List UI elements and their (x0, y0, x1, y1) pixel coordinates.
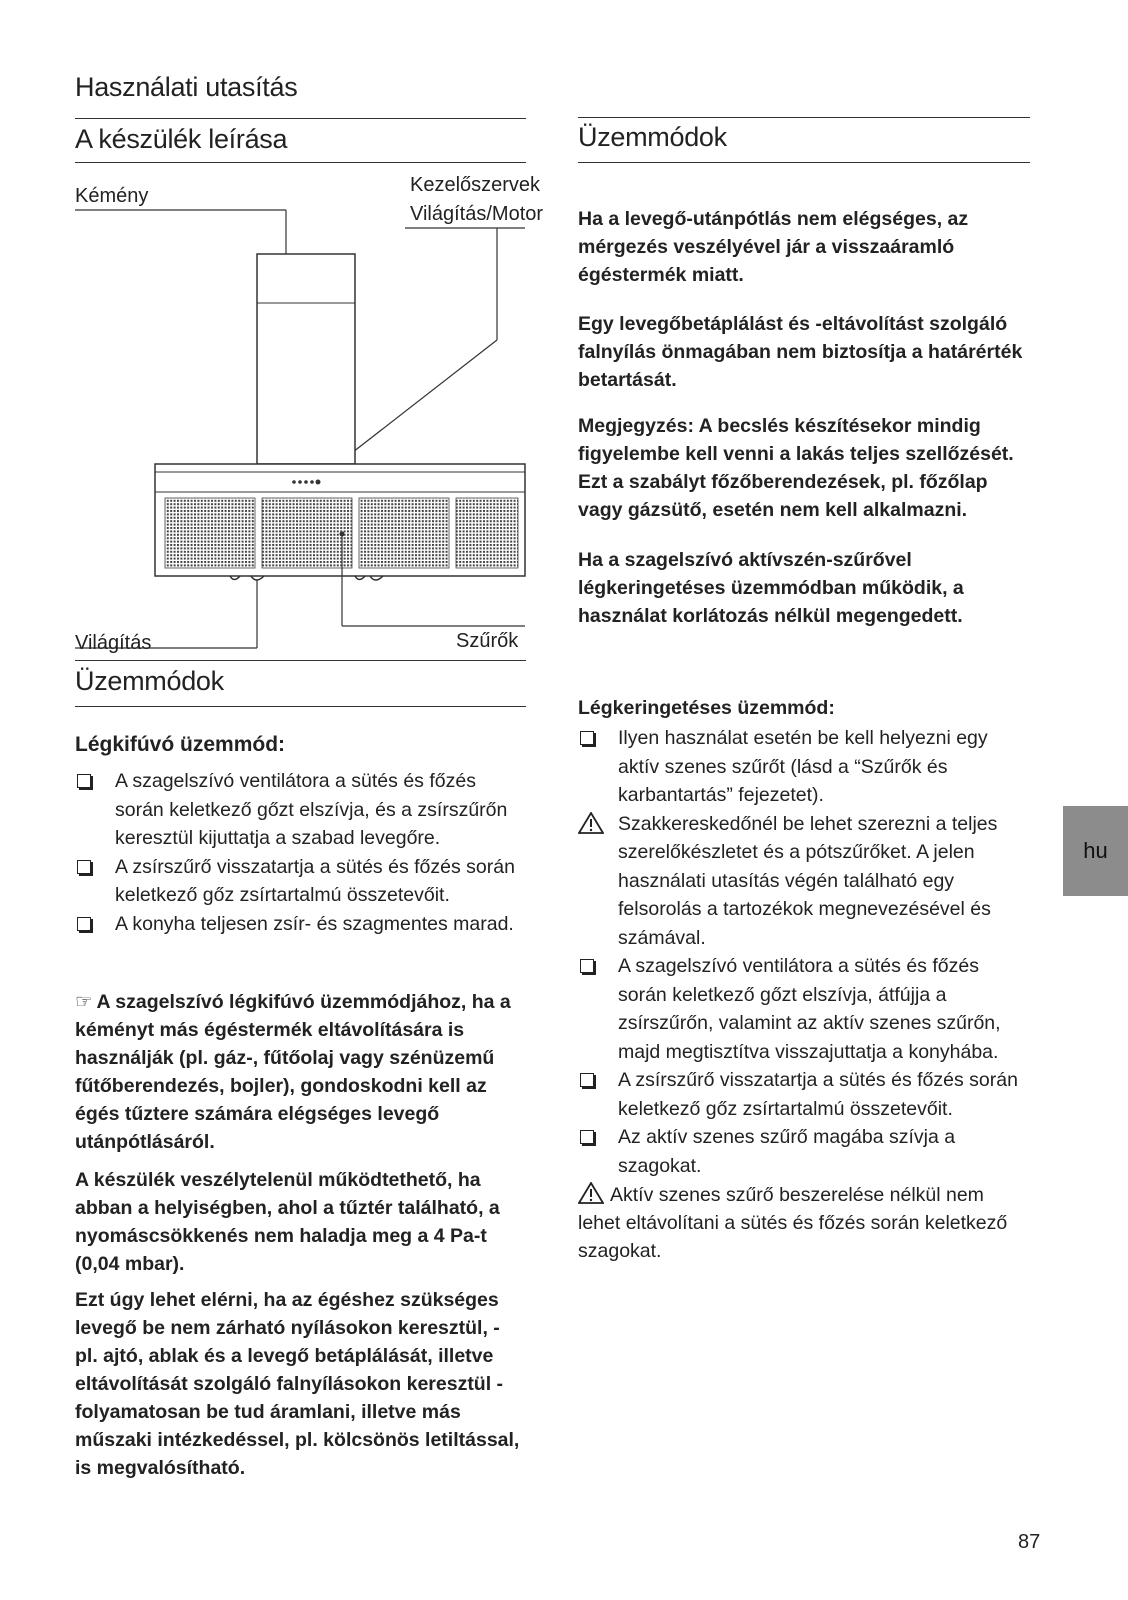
warning-icon (578, 812, 604, 834)
remark-paragraph: Megjegyzés: A becslés készítésekor mindig figyelembe kell venni a lakás teljes szellőzését. Ezt a szabályt főzőberendezések, pl. főzőlap vagy gázsütő, esetén nem kell alkalmazni. (578, 415, 1014, 521)
page-number: 87 (1018, 1531, 1041, 1553)
right-modes-title: Üzemmódok (578, 122, 727, 152)
warning-paragraph-1: Ha a levegő-utánpótlás nem elégséges, az mérgezés veszélyével jár a visszaáramló égéstermék miatt. (578, 208, 969, 286)
checkbox-icon (77, 774, 91, 788)
recirculation-mode-list (578, 724, 1030, 1180)
recirculation-paragraph: Ha a szagelszívó aktívszén-szűrővel légkeringetéses üzemmódban működik, a használat korlátozás nélkül megengedett. (578, 549, 964, 627)
range-hood-diagram (75, 170, 535, 660)
list-item: Az aktív szenes szűrő magába szívja a szagokat. (578, 1123, 1030, 1180)
divider (75, 660, 526, 661)
checkbox-icon (77, 917, 91, 931)
carbon-filter-warning: Aktív szenes szűrő beszerelése nélkül nem lehet eltávolítani a sütés és főzés során keletkező szagokat. (578, 1184, 1008, 1262)
page-header-title: Használati utasítás (75, 72, 298, 102)
list-item: A szagelszívó ventilátora a sütés és főzés során keletkező gőzt elszívja, és a zsírszűrőn keresztül kijuttatja a szabad levegőre. (75, 767, 525, 853)
list-item: A zsírszűrő visszatartja a sütés és főzés során keletkező gőz zsírtartalmú összetevőit. (75, 853, 525, 910)
list-item: Ilyen használat esetén be kell helyezni egy aktív szenes szűrőt (lásd a “Szűrők és karbantartás” fejezetet). (578, 724, 1030, 810)
label-filters: Szűrők (456, 630, 519, 652)
warning-paragraph-2: Egy levegőbetáplálást és -eltávolítást szolgáló falnyílás önmagában nem biztosítja a határérték betartását. (578, 313, 1023, 391)
list-item: A szagelszívó ventilátora a sütés és főzés során keletkező gőzt elszívja, átfújja a zsírszűrőn, valamint az aktív szenes szűrőn, majd megtisztítva visszajuttatja a konyhába. (578, 952, 1030, 1066)
divider (75, 706, 526, 707)
divider (75, 118, 526, 119)
divider (578, 117, 1030, 118)
checkbox-icon (77, 860, 91, 874)
checkbox-icon (580, 731, 594, 745)
divider (75, 162, 526, 163)
checkbox-icon (580, 1130, 594, 1144)
language-tab: hu (1063, 806, 1128, 896)
pointing-hand-icon: ☞ (75, 991, 93, 1013)
exhaust-note-2: A készülék veszélytelenül működtethető, ha abban a helyiségben, ahol a tűztér található, a nyomáscsökkenés nem haladja meg a 4 Pa-t (0,04 mbar). (75, 1169, 500, 1275)
left-modes-title: Üzemmódok (75, 666, 224, 696)
label-light-motor: Világítás/Motor (410, 203, 544, 225)
label-lighting: Világítás (75, 632, 152, 654)
exhaust-note-1: ☞ A szagelszívó légkifúvó üzemmódjához, ha a kéményt más égéstermék eltávolítására is használják (pl. gáz-, fűtőolaj vagy szénüzemű fűtőberendezés, bojler), gondoskodni kell az égés tűztere számára elégséges levegő utánpótlásáról. (75, 991, 511, 1153)
exhaust-mode-list (75, 767, 525, 938)
checkbox-icon (580, 1073, 594, 1087)
checkbox-icon (580, 959, 594, 973)
label-chimney: Kémény (75, 185, 149, 207)
list-item: Szakkereskedőnél be lehet szerezni a teljes szerelőkészletet és a pótszűrőket. A jelen használati utasítás végén található egy felsorolás a tartozékok megnevezésével és számával. (578, 810, 1030, 953)
label-controls: Kezelőszervek (410, 174, 541, 196)
exhaust-mode-subtitle: Légkifúvó üzemmód: (75, 733, 286, 756)
divider (578, 162, 1030, 163)
list-item: A konyha teljesen zsír- és szagmentes marad. (75, 910, 525, 939)
device-section-title: A készülék leírása (75, 124, 288, 154)
list-item: A zsírszűrő visszatartja a sütés és főzés során keletkező gőz zsírtartalmú összetevőit. (578, 1066, 1030, 1123)
recirculation-mode-subtitle: Légkeringetéses üzemmód: (578, 697, 835, 719)
warning-icon (578, 1182, 604, 1204)
exhaust-note-3: Ezt úgy lehet elérni, ha az égéshez szükséges levegő be nem zárható nyílásokon keresztül, - pl. ajtó, ablak és a levegő betáplálását, illetve eltávolítását szolgáló falnyílásokon keresztül - folyamatosan be tud áramlani, illetve más műszaki intézkedéssel, pl. kölcsönös letiltással, is megvalósítható. (75, 1289, 520, 1479)
